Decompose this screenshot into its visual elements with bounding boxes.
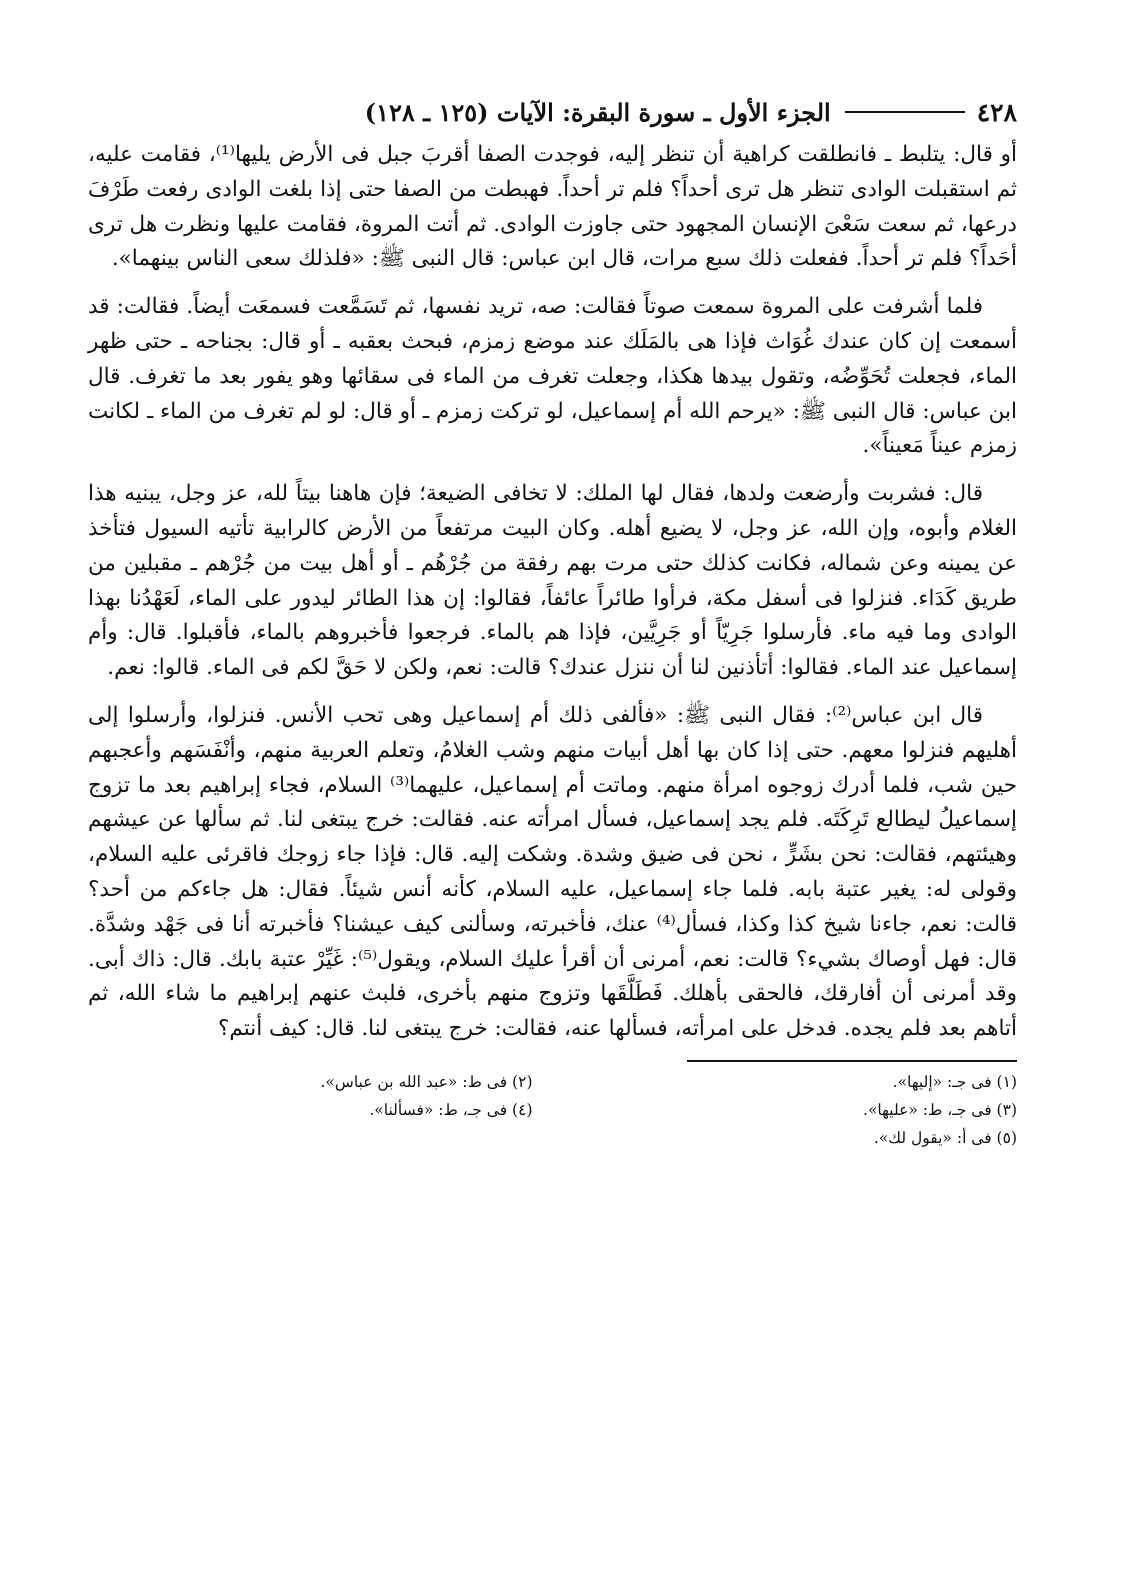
running-title: الجزء الأول ـ سورة البقرة: الآيات (١٢٥ ـ ١٢٨) bbox=[364, 97, 831, 127]
paragraph-3: قال: فشربت وأرضعت ولدها، فقال لها الملك: لا تخافى الضيعة؛ فإن هاهنا بيتاً لله، عز وجل، يبنيه هذا الغلام وأبوه، وإن الله، عز وجل، لا يضيع أهله. وكان البيت مرتفعاً من الأرض كالرابية تأتيه السيول فتأخذ عن يمينه وعن شماله، فكانت كذلك حتى مرت بهم رفقة من جُرْهُم ـ أو أهل بيت من جُرْهم ـ مقبلين من طريق كَدَاء. فنزلوا فى أسفل مكة، فرأوا طائراً عائفاً، فقالوا: إن هذا الطائر ليدور على الماء، لَعَهْدُنا بهذا الوادى وما فيه ماء. فأرسلوا جَرِيّاً أو جَرِيَّين، فإذا هم بالماء. فرجعوا فأخبروهم بالماء، فأقبلوا. قال: وأم إسماعيل عند الماء. فقالوا: أتأذنين لنا أن ننزل عندك؟ قالت: نعم، ولكن لا حَقَّ لكم فى الماء. قالوا: نعم. bbox=[88, 481, 1017, 681]
header-rule bbox=[845, 111, 965, 113]
paragraph-1: أو قال: يتلبط ـ فانطلقت كراهية أن تنظر إليه، فوجدت الصفا أقربَ جبل فى الأرض يليها⁽¹⁾، فقامت عليه، ثم استقبلت الوادى تنظر هل ترى أحداً؟ فلم تر أحداً. فهبطت من الصفا حتى إذا بلغت الوادى رفعت طَرْفَ درعها، ثم سعت سَعْىَ الإنسان المجهود حتى جاوزت الوادى. ثم أتت المروة، فقامت عليها ونظرت هل ترى أحَداً؟ فلم تر أحداً. ففعلت ذلك سبع مرات، قال ابن عباس: قال النبى ﷺ: «فلذلك سعى الناس بينهما». bbox=[88, 142, 1017, 272]
running-header bbox=[88, 92, 1017, 132]
footnotes bbox=[88, 1070, 1017, 1150]
footnote-3: (٣) فى جـ، ط: «عليها». bbox=[863, 1100, 1017, 1119]
footnote-4: (٤) فى جـ، ط: «فسألنا». bbox=[369, 1100, 533, 1119]
footnote-2: (٢) فى ط: «عبد الله بن عباس». bbox=[320, 1072, 533, 1091]
footnote-1: (١) فى جـ: «إليها». bbox=[892, 1072, 1017, 1091]
paragraph-4: قال ابن عباس⁽²⁾: فقال النبى ﷺ: «فألفى ذلك أم إسماعيل وهى تحب الأنس. فنزلوا، وأرسلوا إلى أهليهم فنزلوا معهم. حتى إذا كان بها أهل أبيات منهم وشب الغلامُ، وتعلم العربية منهم، وأنْفَسَهم وأعجبهم حين شب، فلما أدرك زوجوه امرأة منهم. وماتت أم إسماعيل، عليهما⁽³⁾ السلام، فجاء إبراهيم بعد ما تزوج إسماعيلُ ليطالع تَرِكَتَه. فلم يجد إسماعيل، فسأل امرأته عنه. فقالت: خرج يبتغى لنا. ثم سألها عن عيشهم وهيئتهم، فقالت: نحن بشَرٍّ ، نحن فى ضيق وشدة. وشكت إليه. قال: فإذا جاء زوجك فاقرئى عليه السلام، وقولى له: يغير عتبة بابه. فلما جاء إسماعيل، عليه السلام، كأنه أنس شيئاً. فقال: هل جاءكم من أحد؟ قالت: نعم، جاءنا شيخ كذا وكذا، فسأل⁽⁴⁾ عنك، فأخبرته، وسألنى كيف عيشنا؟ فأخبرته أنا فى جَهْد وشدَّة. قال: فهل أوصاك بشيء؟ قالت: نعم، أمرنى أن أقرأ عليك السلام، ويقول⁽⁵⁾: غَيِّرْ عتبة بابك. قال: ذاك أبى. وقد أمرنى أن أفارقك، فالحقى بأهلك. فَطَلَّقَها وتزوج منهم بأخرى، فلبث عنهم إبراهيم ما شاء الله، ثم أتاهم بعد فلم يجده. فدخل على امرأته، فسألها عنه، فقالت: خرج يبتغى لنا. قال: كيف أنتم؟ bbox=[88, 702, 1018, 1042]
paragraph-2: فلما أشرفت على المروة سمعت صوتاً فقالت: صه، تريد نفسها، ثم تَسَمَّعت فسمعَت أيضاً. فقالت: قد أسمعت إن كان عندك غُوَاث فإذا هى بالمَلَك عند موضع زمزم، فبحث بعقبه ـ أو قال: بجناحه ـ حتى ظهر الماء، فجعلت تُحَوِّضُه، وتقول بيدها هكذا، وجعلت تغرف من الماء فى سقائها وهو يفور بعد ما تغرف. قال ابن عباس: قال النبى ﷺ: «يرحم الله أم إسماعيل، لو تركت زمزم ـ أو قال: لو لم تغرف من الماء ـ لكانت زمزم عيناً مَعيناً». bbox=[88, 294, 1017, 459]
body-text bbox=[88, 138, 1017, 1047]
footnote-5: (٥) فى أ: «يقول لك». bbox=[873, 1128, 1017, 1147]
page-number: ٤٢٨ bbox=[976, 97, 1017, 127]
footnote-separator bbox=[687, 1060, 1017, 1062]
